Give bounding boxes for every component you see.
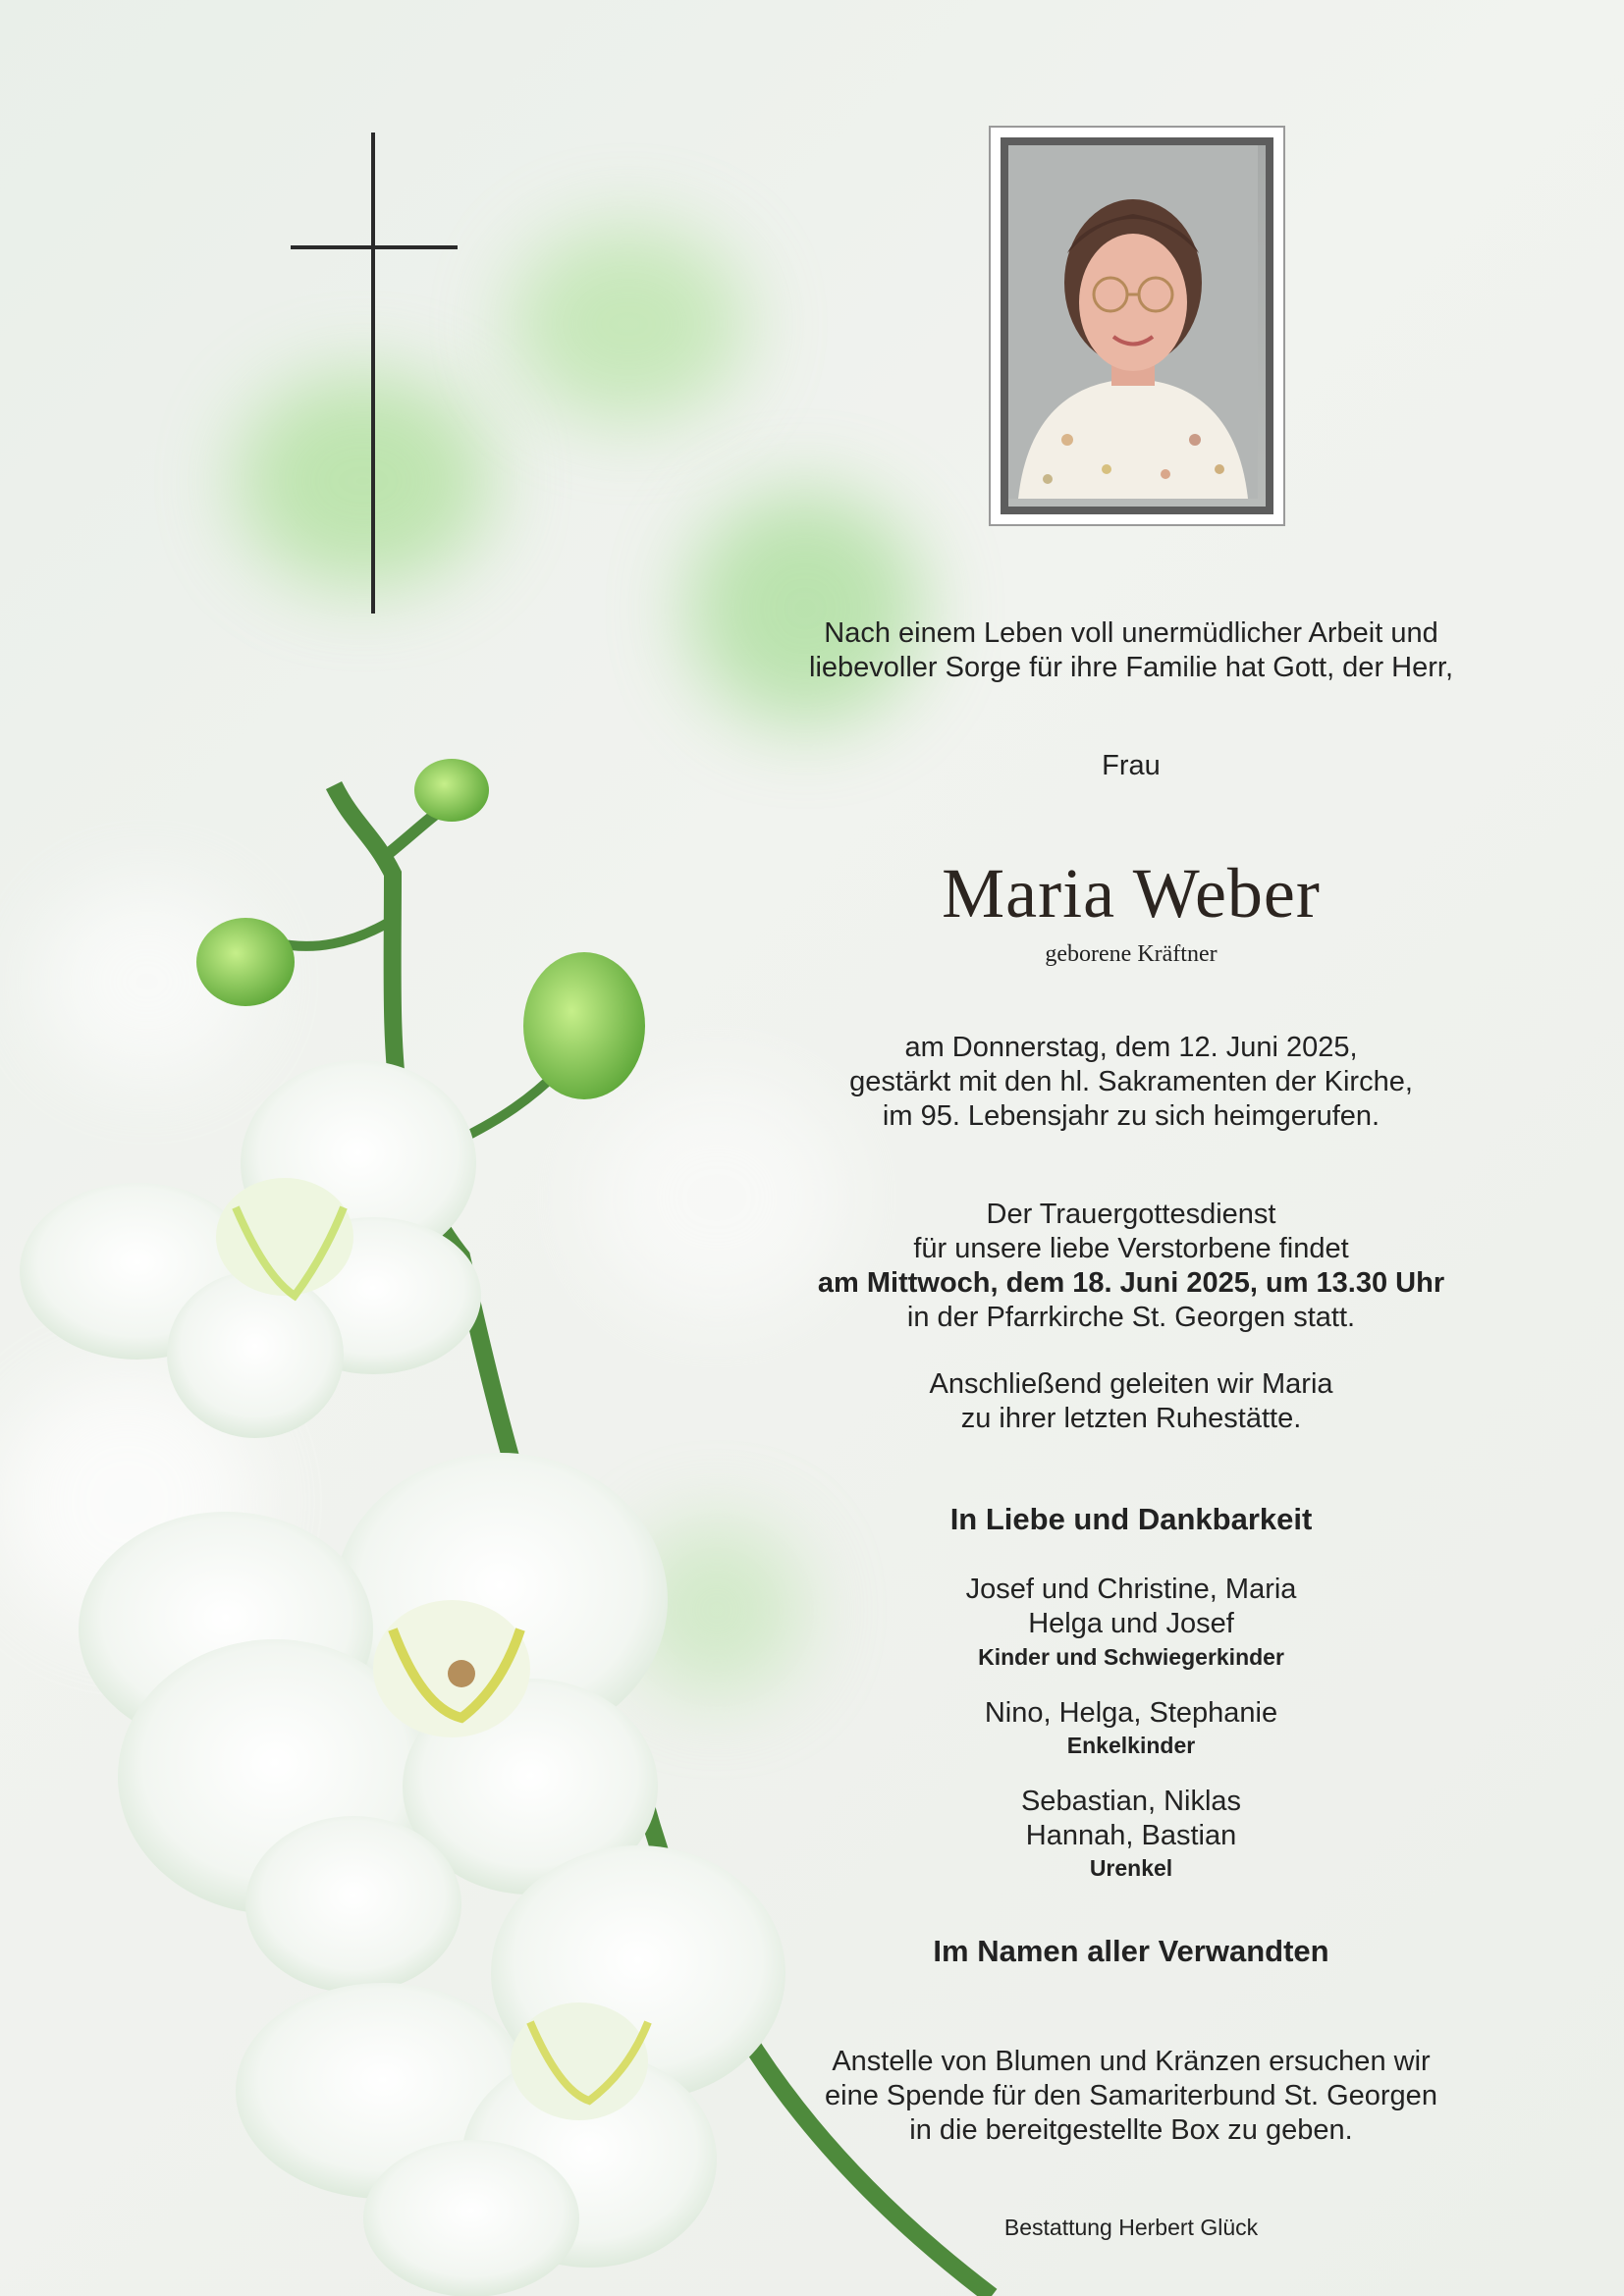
funeral-home: Bestattung Herbert Glück bbox=[1003, 2215, 1259, 2240]
maiden-name: geborene Kräftner bbox=[1045, 941, 1218, 967]
portrait-photo bbox=[1001, 137, 1273, 514]
children-line-2: Helga und Josef bbox=[1028, 1608, 1234, 1639]
grandchildren: Nino, Helga, Stephanie bbox=[984, 1697, 1278, 1729]
burial-line-2: zu ihrer letzten Ruhestätte. bbox=[960, 1403, 1302, 1434]
portrait-frame bbox=[989, 126, 1285, 526]
donation-line-1: Anstelle von Blumen und Kränzen ersuchen wir bbox=[832, 2046, 1431, 2077]
grandchildren-label: Enkelkinder bbox=[1066, 1733, 1196, 1758]
great-grandchildren-line-2: Hannah, Bastian bbox=[1025, 1820, 1237, 1851]
service-line-3: am Mittwoch, dem 18. Juni 2025, um 13.30 Uhr bbox=[817, 1267, 1445, 1299]
portrait-illustration bbox=[1008, 145, 1258, 499]
burial-line-1: Anschließend geleiten wir Maria bbox=[929, 1368, 1333, 1400]
bokeh-green-1 bbox=[236, 373, 491, 589]
bokeh-green-3 bbox=[687, 491, 923, 726]
cross-icon bbox=[371, 133, 375, 614]
death-line-1: am Donnerstag, dem 12. Juni 2025, bbox=[904, 1032, 1358, 1063]
love-heading: In Liebe und Dankbarkeit bbox=[949, 1502, 1313, 1536]
service-line-1: Der Trauergottesdienst bbox=[986, 1199, 1276, 1230]
death-line-3: im 95. Lebensjahr zu sich heimgerufen. bbox=[882, 1100, 1380, 1132]
children-label: Kinder und Schwiegerkinder bbox=[978, 1644, 1284, 1670]
great-grandchildren-label: Urenkel bbox=[1089, 1855, 1173, 1881]
deceased-name: Maria Weber bbox=[942, 854, 1321, 933]
great-grandchildren-line-1: Sebastian, Niklas bbox=[1020, 1786, 1242, 1817]
service-line-4: in der Pfarrkirche St. Georgen statt. bbox=[906, 1302, 1356, 1333]
death-line-2: gestärkt mit den hl. Sakramenten der Kirche, bbox=[849, 1066, 1413, 1097]
cross-icon-bar bbox=[291, 245, 458, 249]
relatives-heading: Im Namen aller Verwandten bbox=[933, 1934, 1329, 1968]
salutation: Frau bbox=[1102, 750, 1161, 781]
children-line-1: Josef und Christine, Maria bbox=[965, 1574, 1297, 1605]
service-line-2: für unsere liebe Verstorbene findet bbox=[913, 1233, 1349, 1264]
intro-line-1: Nach einem Leben voll unermüdlicher Arbeit und bbox=[824, 617, 1438, 649]
donation-line-2: eine Spende für den Samariterbund St. Georgen bbox=[825, 2080, 1437, 2111]
intro-line-2: liebevoller Sorge für ihre Familie hat Gott, der Herr, bbox=[809, 652, 1453, 683]
donation-line-3: in die bereitgestellte Box zu geben. bbox=[909, 2114, 1353, 2146]
bokeh-green-2 bbox=[511, 226, 746, 422]
orchid-flower-1 bbox=[20, 1060, 481, 1438]
